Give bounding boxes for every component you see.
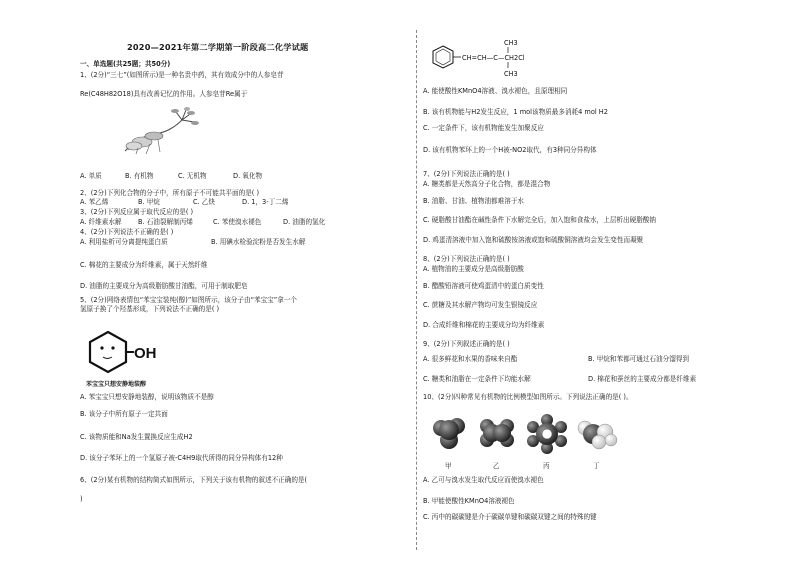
q4-option-a: A. 利用盐析可分离提纯蛋白质 [80, 238, 168, 246]
q10-option-c: C. 丙中的碳碳键是介于碳碳单键和碳碳双键之间的特殊的键 [423, 513, 597, 521]
q5-option-c: C. 该物质能和Na发生置换反应生成H2 [80, 433, 193, 441]
q1-option-c: C. 无机物 [178, 172, 207, 180]
model-ding [578, 421, 617, 449]
q3-option-d: D. 油脂的氢化 [283, 218, 326, 226]
q8-option-c: C. 蔗糖及其水解产物均可发生银镜反应 [423, 301, 538, 309]
q5-image-caption: 苯宝宝只想安静地装醇 [86, 381, 147, 388]
q6-option-d: D. 该有机物苯环上的一个H被-NO2取代，有3种同分异构体 [423, 146, 597, 154]
q6-option-c: C. 一定条件下，该有机物能发生加聚反应 [423, 124, 544, 132]
q1-stem-line2: Re(C48H82O18)具有改善记忆的作用。人参皂苷Re属于 [80, 90, 248, 98]
q10-label-yi: 乙 [493, 462, 500, 470]
q8-option-d: D. 合成纤维和棉花的主要成分均为纤维素 [423, 321, 545, 329]
q6-option-b: B. 该有机物能与H2发生反应，1 mol该物质最多消耗4 mol H2 [423, 108, 608, 116]
q8-stem: 8、(2分)下列说法正确的是( ) [423, 255, 510, 263]
q6-stem-line2: ) [80, 495, 83, 503]
column-divider [416, 30, 417, 550]
q7-option-c: C. 硬脂酸甘油酯在碱性条件下水解完全后，加入饱和食盐水，上层析出硬脂酸钠 [423, 216, 656, 224]
q9-option-c: C. 糖类和油脂在一定条件下均能水解 [423, 375, 531, 383]
q2-option-c: C. 乙炔 [193, 198, 215, 206]
q10-ball-models [429, 410, 619, 470]
q10-option-b: B. 甲能使酸性KMnO4溶液褪色 [423, 497, 515, 505]
q1-option-a: A. 单质 [80, 172, 102, 180]
exam-title: 2020—2021年第二学期第一阶段高二化学试题 [127, 42, 309, 52]
q6-option-a: A. 能使酸性KMnO4溶液、溴水褪色，且原理相同 [423, 87, 568, 95]
q7-stem: 7、(2分)下列说法正确的是( ) [423, 170, 510, 178]
q9-option-a: A. 很多鲜花和水果的香味来自酯 [423, 355, 518, 363]
q5-option-b: B. 该分子中所有原子一定共面 [80, 410, 168, 418]
sanqi-plant-image [120, 106, 200, 156]
q2-option-d: D. 1，3-丁二烯 [242, 198, 289, 206]
q10-label-bing: 丙 [543, 462, 550, 470]
q3-option-a: A. 纤维素水解 [80, 218, 122, 226]
q6-structure-bottom: CH3 [504, 70, 518, 78]
q6-structure-top: CH3 [504, 39, 518, 47]
q9-option-b: B. 甲烷和苯都可通过石油分馏得到 [588, 355, 690, 363]
q2-option-a: A. 苯乙烯 [80, 198, 109, 206]
q10-label-jia: 甲 [445, 462, 452, 470]
q9-option-d: D. 棉花和蚕丝的主要成分都是纤维素 [588, 375, 697, 383]
q5-stem-line1: 5、(2分)网络表情包“苯宝宝装纯(醇)”如图所示，该分子由“苯宝宝”拿一个 [80, 296, 297, 304]
q7-option-d: D. 鸡蛋清溶液中加入饱和硫酸铵溶液或饱和硫酸铜溶液均会发生变性而凝聚 [423, 236, 644, 244]
q10-option-a: A. 乙可与溴水发生取代反应而使溴水褪色 [423, 476, 544, 484]
q2-stem: 2、(2分)下列化合物的分子中，所有原子不可能共平面的是( ) [80, 189, 260, 197]
q1-option-b: B. 有机物 [125, 172, 154, 180]
model-bing [527, 414, 567, 454]
q6-stem-line1: 6、(2分)某有机物的结构简式如图所示，下列关于该有机物的叙述不正确的是( [80, 476, 308, 484]
q10-label-ding: 丁 [593, 462, 600, 470]
q6-structure-formula [429, 36, 569, 78]
q7-option-b: B. 油脂、甘油、植物油都难溶于水 [423, 197, 525, 205]
q9-stem: 9、(2分)下列叙述正确的是( ) [423, 340, 510, 348]
q3-stem: 3、(2分)下列反应属于取代反应的是( ) [80, 208, 194, 216]
q4-option-d: D. 油脂的主要成分为高级脂肪酸甘油酯，可用于制取肥皂 [80, 282, 248, 290]
q8-option-b: B. 醋酸铅溶液可使鸡蛋清中的蛋白质变性 [423, 282, 544, 290]
q4-stem: 4、(2分)下列说法不正确的是( ) [80, 228, 174, 236]
q8-option-a: A. 植物油的主要成分是高级脂肪酸 [423, 265, 524, 273]
left-column [80, 0, 410, 561]
model-jia [433, 418, 465, 449]
section-heading: 一、单选题(共25题；共50分) [80, 60, 171, 68]
model-yi [480, 419, 514, 447]
q6-structure-main: CH=CH—C—CH2Cl [462, 54, 525, 62]
q2-option-b: B. 甲烷 [138, 198, 160, 206]
q7-option-a: A. 糖类都是天然高分子化合物，都是混合物 [423, 180, 551, 188]
q1-stem-line1: 1、(2分)“三七”(如图所示)是一种名贵中药，其有效成分中的人参皂苷 [80, 71, 284, 79]
q5-option-d: D. 该分子苯环上的一个氢原子被-C4H9取代所得的同分异构体有12种 [80, 454, 283, 462]
q3-option-b: B. 石油裂解制丙烯 [138, 218, 193, 226]
right-column [423, 0, 753, 561]
hydroxyl-label: OH [134, 345, 157, 362]
phenol-meme-image [88, 328, 158, 378]
q4-option-b: B. 用碘水检验淀粉是否发生水解 [211, 238, 306, 246]
q4-option-c: C. 棉花的主要成分为纤维素，属于天然纤维 [80, 261, 208, 269]
q5-stem-line2: 氢原子换了个羟基形成，下列说法不正确的是( ) [80, 305, 220, 313]
q3-option-c: C. 苯使溴水褪色 [213, 218, 262, 226]
q1-option-d: D. 氧化物 [233, 172, 263, 180]
q10-stem: 10、(2分)四种常见有机物的比例模型如图所示。下列说法正确的是( )。 [423, 393, 633, 401]
q5-option-a: A. 苯宝宝只想安静地装醇，说明该物质不是醇 [80, 393, 214, 401]
